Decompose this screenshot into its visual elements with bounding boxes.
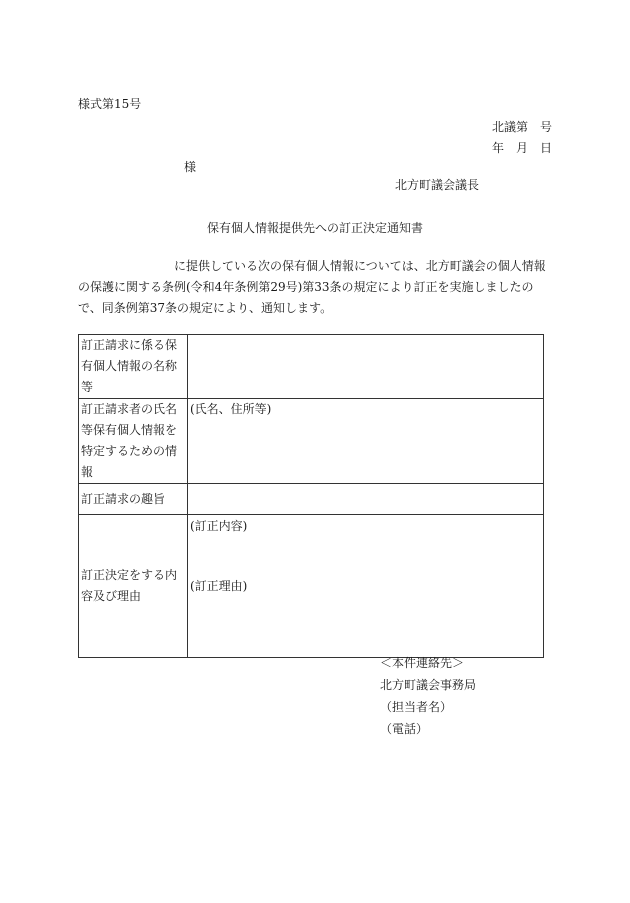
document-number: 北議第 号 [492,120,553,134]
document-title: 保有個人情報提供先への訂正決定通知書 [206,221,423,235]
form-number: 様式第15号 [78,97,142,111]
contact-block [380,652,476,740]
contact-person: （担当者名） [380,700,453,714]
contact-heading: ＜本件連絡先＞ [380,656,465,670]
row-label: 訂正請求に係る保有個人情報の名称等 [79,335,188,399]
table-row [79,484,544,515]
body-paragraph [78,256,548,319]
table-row [79,335,544,399]
document-date: 年 月 日 [492,141,553,155]
row-value [188,515,544,658]
row-label: 訂正決定をする内容及び理由 [79,515,188,658]
row-value [188,484,544,515]
sender-name: 北方町議会議長 [395,178,480,192]
info-table [78,334,544,658]
recipient-honorific: 様 [184,160,197,174]
table-row [79,515,544,658]
table-row [79,399,544,484]
row-label: 訂正請求者の氏名等保有個人情報を特定するための情報 [79,399,188,484]
correction-content-label: (訂正内容) [190,519,248,533]
row-value [188,335,544,399]
contact-office: 北方町議会事務局 [380,678,477,692]
contact-phone: （電話） [380,722,429,736]
row-label: 訂正請求の趣旨 [79,484,188,515]
body-text: に提供している次の保有個人情報については、北方町議会の個人情報の保護に関する条例(令和4年条例第29号)第33条の規定により訂正を実施しましたので、同条例第37条の規定により、通知します。 [78,259,546,315]
correction-reason-label: (訂正理由) [190,579,248,593]
row-value: (氏名、住所等) [188,399,544,484]
